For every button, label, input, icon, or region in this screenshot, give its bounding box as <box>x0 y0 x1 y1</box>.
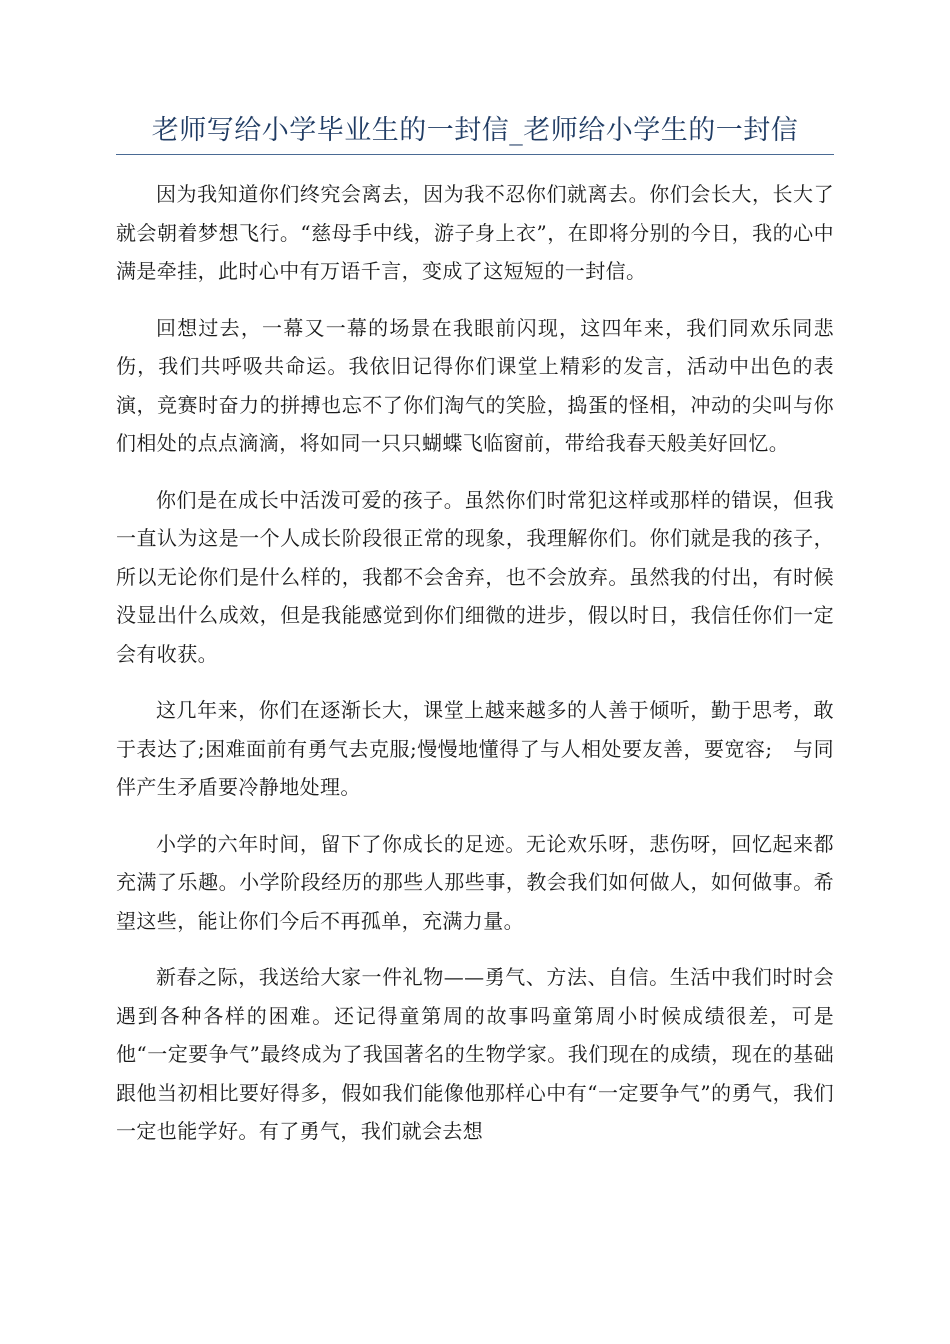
paragraph: 你们是在成长中活泼可爱的孩子。虽然你们时常犯这样或那样的错误，但我一直认为这是一个人成长阶段很正常的现象，我理解你们。你们就是我的孩子，所以无论你们是什么样的，我都不会舍弃，也不会放弃。虽然我的付出，有时候没显出什么成效，但是我能感觉到你们细微的进步，假以时日，我信任你们一定会有收获。 <box>116 487 834 666</box>
paragraph: 新春之际，我送给大家一件礼物——勇气、方法、自信。生活中我们时时会遇到各种各样的困难。还记得童第周的故事吗童第周小时候成绩很差，可是他“一定要争气”最终成为了我国著名的生物学家。我们现在的成绩，现在的基础跟他当初相比要好得多，假如我们能像他那样心中有“一定要争气”的勇气，我们一定也能学好。有了勇气，我们就会去想 <box>116 965 834 1143</box>
letter-body <box>116 175 834 1169</box>
title-block <box>116 112 834 155</box>
paragraph: 小学的六年时间，留下了你成长的足迹。无论欢乐呀，悲伤呀，回忆起来都充满了乐趣。小学阶段经历的那些人那些事，教会我们如何做人，如何做事。希望这些，能让你们今后不再孤单，充满力量。 <box>116 831 834 933</box>
page-title: 老师写给小学毕业生的一封信_老师给小学生的一封信 <box>151 115 799 146</box>
paragraph: 因为我知道你们终究会离去，因为我不忍你们就离去。你们会长大，长大了就会朝着梦想飞行。“慈母手中线，游子身上衣”，在即将分别的今日，我的心中满是牵挂，此时心中有万语千言，变成了这短短的一封信。 <box>116 182 834 283</box>
paragraph: 回想过去，一幕又一幕的场景在我眼前闪现，这四年来，我们同欢乐同悲伤，我们共呼吸共命运。我依旧记得你们课堂上精彩的发言，活动中出色的表演，竞赛时奋力的拼搏也忘不了你们淘气的笑脸，捣蛋的怪相，冲动的尖叫与你们相处的点点滴滴，将如同一只只蝴蝶飞临窗前，带给我春天般美好回忆。 <box>116 315 834 455</box>
paragraph: 这几年来，你们在逐渐长大，课堂上越来越多的人善于倾听，勤于思考，敢于表达了;困难面前有勇气去克服;慢慢地懂得了与人相处要友善，要宽容; 与同伴产生矛盾要冷静地处理。 <box>116 698 834 799</box>
